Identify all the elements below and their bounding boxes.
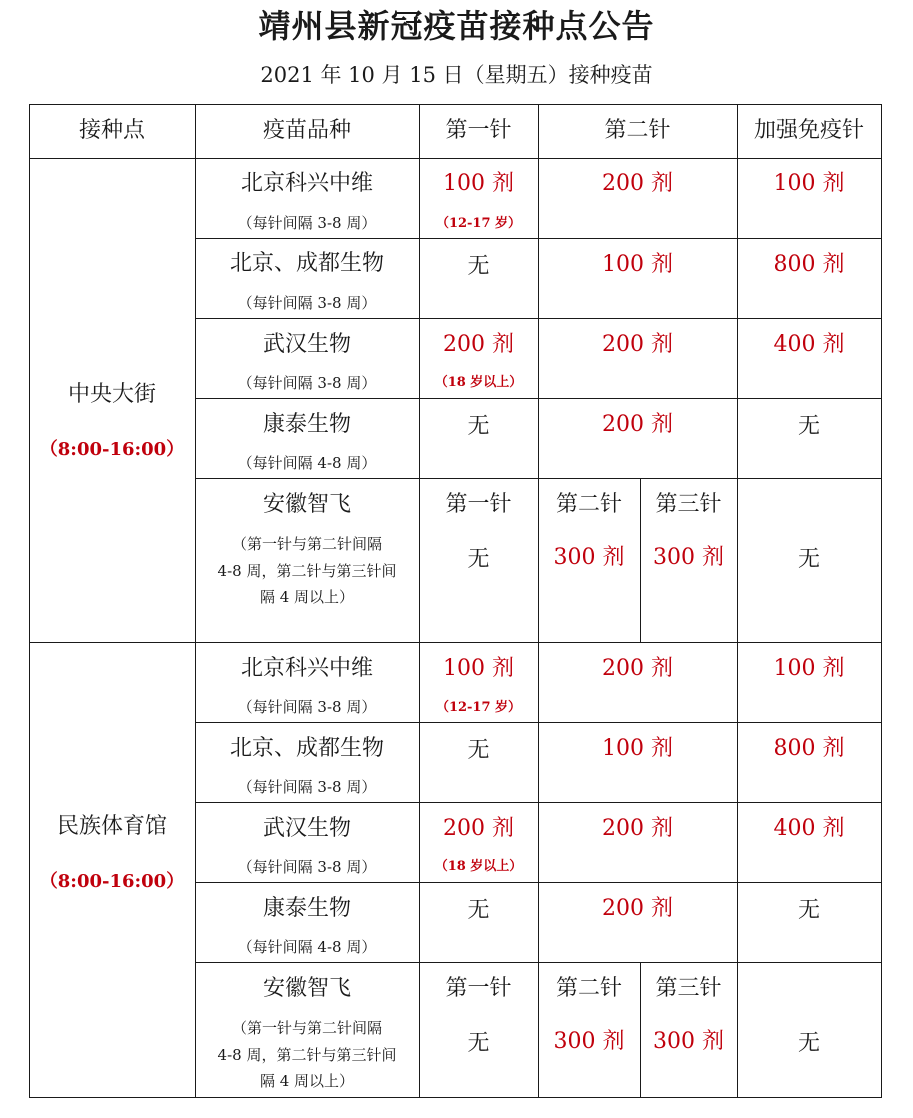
dose1-quantity: 无 [467,414,490,439]
header-booster: 加强免疫针 [753,118,864,143]
site-name: 中央大街 [67,382,156,407]
dose1-age-note: （12-17 岁） [435,216,522,231]
dose2-quantity: 300 剂 [553,545,625,570]
dose2-quantity: 100 剂 [602,736,673,761]
booster-quantity: 100 剂 [773,656,845,681]
dose3-quantity: 300 剂 [653,545,724,570]
vaccine-interval-note: （每针间隔 3-8 周） [237,294,377,312]
vaccine-name: 北京、成都生物 [229,251,384,276]
table-border-right [881,104,882,1098]
vaccine-interval-note: （每针间隔 3-8 周） [237,374,377,392]
vaccine-name: 武汉生物 [262,332,351,357]
site-name: 民族体育馆 [56,814,167,839]
booster-quantity: 无 [797,547,820,572]
vaccine-name: 北京科兴中维 [240,656,373,681]
dose1-age-note: （12-17 岁） [435,700,522,715]
booster-quantity: 400 剂 [773,816,845,841]
dose1-label: 第一针 [445,492,512,517]
site-hours: （8:00-16:00） [39,871,185,892]
vaccine-name: 北京科兴中维 [240,171,373,196]
vaccine-interval-note: （每针间隔 3-8 周） [237,778,377,796]
dose3-quantity: 300 剂 [653,1029,724,1054]
vaccine-interval-note-line: （第一针与第二针间隔 [231,1019,382,1037]
dose3-label: 第三针 [655,976,722,1001]
vaccine-interval-note-line: 隔 4 周以上） [259,1072,355,1090]
vaccine-interval-note: （每针间隔 3-8 周） [237,858,377,876]
booster-quantity: 100 剂 [773,171,845,196]
dose1-quantity: 无 [467,547,490,572]
vaccine-name: 康泰生物 [262,896,351,921]
dose2-quantity: 200 剂 [602,412,673,437]
dose1-quantity: 无 [467,254,490,279]
vaccine-interval-note: （每针间隔 4-8 周） [237,454,377,472]
dose1-quantity: 200 剂 [443,816,514,841]
dose1-quantity: 无 [467,898,490,923]
dose2-quantity: 100 剂 [602,252,673,277]
dose3-label: 第三针 [655,492,722,517]
dose2-quantity: 200 剂 [602,332,673,357]
dose1-quantity: 无 [467,1031,490,1056]
header-divider [29,158,882,159]
vaccine-interval-note-line: 4-8 周，第二针与第三针间 [217,562,397,580]
booster-quantity: 400 剂 [773,332,845,357]
vaccine-interval-note: （每针间隔 3-8 周） [237,214,377,232]
vaccine-name: 安徽智飞 [262,976,351,1001]
page-subtitle: 2021 年 10 月 15 日（星期五）接种疫苗 [260,63,653,87]
dose2-quantity: 300 剂 [553,1029,625,1054]
table-border-top [29,104,882,105]
header-site: 接种点 [78,118,145,143]
dose1-quantity: 200 剂 [443,332,514,357]
site-hours: （8:00-16:00） [39,439,185,460]
dose2-quantity: 200 剂 [602,656,673,681]
header-dose1: 第一针 [445,118,512,143]
dose1-label: 第一针 [445,976,512,1001]
dose2-quantity: 200 剂 [602,816,673,841]
vaccine-interval-note-line: 隔 4 周以上） [259,588,355,606]
page-title: 靖州县新冠疫苗接种点公告 [258,7,655,45]
dose2-label: 第二针 [555,976,622,1001]
vaccine-interval-note: （每针间隔 3-8 周） [237,698,377,716]
table-border-bottom [29,1097,882,1098]
site-divider [29,642,882,643]
vaccine-interval-note: （每针间隔 4-8 周） [237,938,377,956]
vaccine-name: 武汉生物 [262,816,351,841]
dose2-quantity: 200 剂 [602,171,673,196]
table-border-left [29,104,30,1098]
booster-quantity: 800 剂 [773,252,845,277]
vaccine-interval-note-line: （第一针与第二针间隔 [231,535,382,553]
dose1-age-note: （18 岁以上） [434,859,523,874]
vaccine-name: 安徽智飞 [262,492,351,517]
dose1-quantity: 100 剂 [443,171,514,196]
vaccine-name: 北京、成都生物 [229,736,384,761]
dose1-age-note: （18 岁以上） [434,375,523,390]
vaccine-name: 康泰生物 [262,412,351,437]
dose1-quantity: 无 [467,738,490,763]
dose1-quantity: 100 剂 [443,656,514,681]
dose2-label: 第二针 [555,492,622,517]
col-divider-vaccine [419,104,420,1098]
booster-quantity: 800 剂 [773,736,845,761]
booster-quantity: 无 [797,414,820,439]
header-dose2: 第二针 [604,118,671,143]
dose2-quantity: 200 剂 [602,896,673,921]
header-vaccine: 疫苗品种 [262,118,351,143]
vaccine-interval-note-line: 4-8 周，第二针与第三针间 [217,1046,397,1064]
booster-quantity: 无 [797,898,820,923]
booster-quantity: 无 [797,1031,820,1056]
